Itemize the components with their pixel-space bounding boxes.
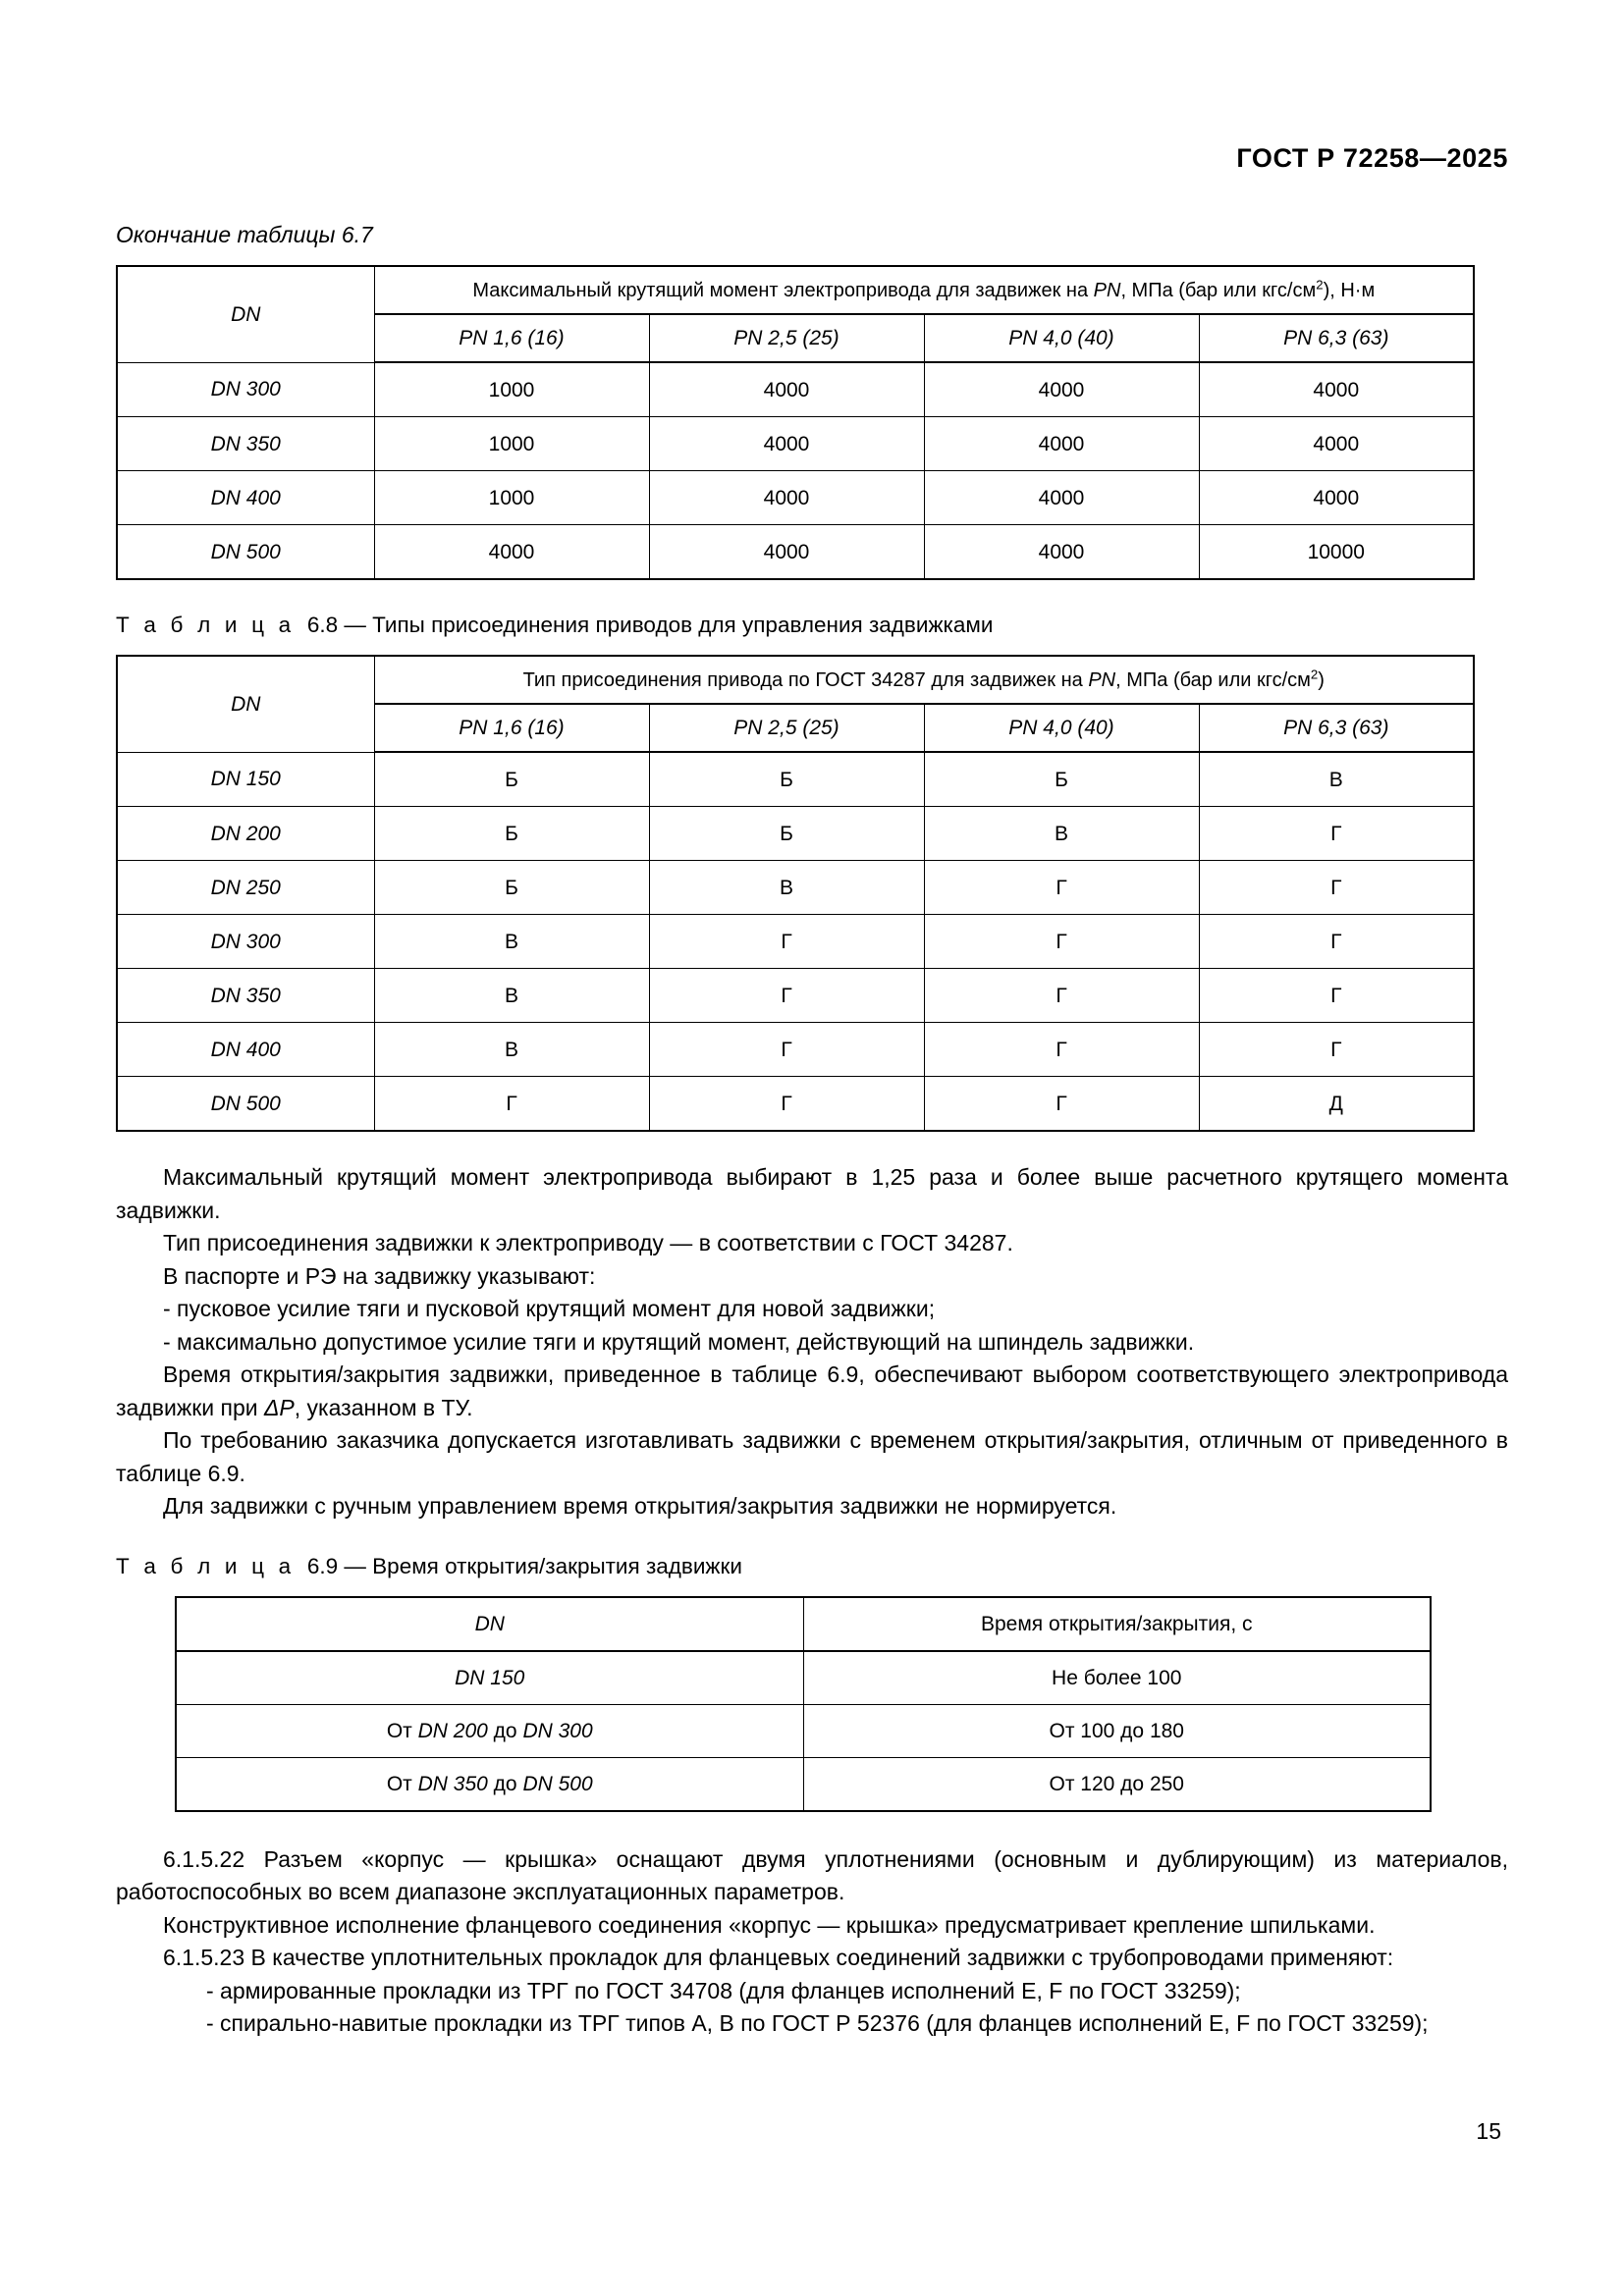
table-6-8	[116, 655, 1475, 1132]
table-6-8-row-3-v1: Г	[649, 915, 924, 969]
table-row	[117, 807, 1474, 861]
table-6-7-row-2-dn: DN 400	[117, 471, 374, 525]
table-6-8-row-2-v2: Г	[924, 861, 1199, 915]
table-6-8-row-4-dn: DN 350	[117, 969, 374, 1023]
table-6-9-row-1-dn: От DN 200 до DN 300	[176, 1704, 803, 1757]
table-6-7-row-2-v0: 1000	[374, 471, 649, 525]
table-6-8-row-3-dn: DN 300	[117, 915, 374, 969]
table-6-8-row-4-v1: Г	[649, 969, 924, 1023]
table-row	[117, 656, 1474, 704]
delta-p-symbol: ΔP	[264, 1394, 295, 1420]
table-6-7-row-3-v0: 4000	[374, 525, 649, 580]
body-block-2	[116, 1843, 1508, 2041]
table-6-9-row-0-time: Не более 100	[803, 1651, 1431, 1705]
table-6-8-row-4-v0: В	[374, 969, 649, 1023]
table-6-8-row-2-v0: Б	[374, 861, 649, 915]
table-6-8-row-0-dn: DN 150	[117, 752, 374, 807]
table-6-8-row-0-v0: Б	[374, 752, 649, 807]
table-6-8-row-1-v3: Г	[1199, 807, 1474, 861]
table-row	[117, 969, 1474, 1023]
table-6-7-row-1-dn: DN 350	[117, 417, 374, 471]
table-6-9-row-2-time: От 120 до 250	[803, 1757, 1431, 1811]
paragraph-manual-control: Для задвижки с ручным управлением время открытия/закрытия задвижки не нормируется.	[163, 1493, 1117, 1520]
table-6-8-caption-number: 6.8	[306, 613, 339, 638]
list-item-starting-force: - пусковое усилие тяги и пусковой крутящий момент для новой задвижки;	[163, 1296, 936, 1322]
table-6-8-row-4-v2: Г	[924, 969, 1199, 1023]
paragraph-6-1-5-23: 6.1.5.23 В качестве уплотнительных прокладок для фланцевых соединений задвижки с трубопроводами применяют:	[163, 1945, 1394, 1971]
table-6-7-row-1-v0: 1000	[374, 417, 649, 471]
table-6-8-pn-col-0: PN 1,6 (16)	[374, 704, 649, 752]
paragraph-flange-design: Конструктивное исполнение фланцевого соединения «корпус — крышка» предусматривает крепление шпильками.	[163, 1911, 1376, 1938]
table-6-8-caption	[116, 612, 1508, 639]
table-6-7-caption	[116, 221, 1508, 249]
table-6-7-row-3-dn: DN 500	[117, 525, 374, 580]
table-6-7-pn-col-1: PN 2,5 (25)	[649, 314, 924, 362]
table-6-8-caption-word: Т а б л и ц а	[116, 613, 296, 638]
standard-header: ГОСТ Р 72258—2025	[1236, 143, 1508, 173]
table-row	[117, 362, 1474, 417]
table-6-8-row-6-v1: Г	[649, 1077, 924, 1132]
table-6-8-row-6-dn: DN 500	[117, 1077, 374, 1132]
table-6-8-row-1-v0: Б	[374, 807, 649, 861]
table-row	[117, 417, 1474, 471]
table-6-8-row-6-v2: Г	[924, 1077, 1199, 1132]
table-6-7-row-2-v1: 4000	[649, 471, 924, 525]
table-6-8-row-2-v3: Г	[1199, 861, 1474, 915]
table-6-9-caption-number: 6.9	[306, 1553, 339, 1578]
table-6-9	[175, 1596, 1432, 1812]
table-6-8-pn-col-1: PN 2,5 (25)	[649, 704, 924, 752]
table-row	[117, 1023, 1474, 1077]
table-row	[117, 752, 1474, 807]
table-6-8-span-header: Тип присоединения привода по ГОСТ 34287 для задвижек на PN, МПа (бар или кгс/$см^2$)	[374, 656, 1474, 704]
paragraph-passport: В паспорте и РЭ на задвижку указывают:	[163, 1262, 596, 1289]
table-row	[117, 861, 1474, 915]
paragraph-connection-type: Тип присоединения задвижки к электроприводу — в соответствии с ГОСТ 34287.	[163, 1230, 1013, 1256]
table-row	[117, 1077, 1474, 1132]
paragraph-opening-time: Время открытия/закрытия задвижки, приведенное в таблице 6.9, обеспечивают выбором соответствующего электропривода задвижки при ΔP, указанном в ТУ.	[116, 1362, 1508, 1420]
table-row	[117, 915, 1474, 969]
table-row	[117, 471, 1474, 525]
table-6-8-row-1-v2: В	[924, 807, 1199, 861]
table-6-8-row-5-v3: Г	[1199, 1023, 1474, 1077]
paragraph-6-1-5-22: 6.1.5.22 Разъем «корпус — крышка» оснащают двумя уплотнениями (основным и дублирующим) из материалов, работоспособных во всем диапазоне эксплуатационных параметров.	[116, 1845, 1508, 1905]
table-6-7-row-0-v2: 4000	[924, 362, 1199, 417]
table-row	[176, 1651, 1431, 1705]
table-6-7-row-2-v2: 4000	[924, 471, 1199, 525]
table-6-7-row-0-dn: DN 300	[117, 362, 374, 417]
body-block-1	[116, 1161, 1508, 1523]
table-6-8-caption-text: — Типы присоединения приводов для управления задвижками	[344, 613, 994, 638]
table-6-7-row-1-v3: 4000	[1199, 417, 1474, 471]
table-6-8-row-5-dn: DN 400	[117, 1023, 374, 1077]
list-item-max-force: - максимально допустимое усилие тяги и крутящий момент, действующий на шпиндель задвижки.	[163, 1328, 1195, 1355]
table-6-9-row-1-time: От 100 до 180	[803, 1704, 1431, 1757]
table-6-8-row-3-v2: Г	[924, 915, 1199, 969]
table-6-8-row-1-v1: Б	[649, 807, 924, 861]
table-6-9-row-0-dn: DN 150	[176, 1651, 803, 1705]
table-6-7-row-3-v1: 4000	[649, 525, 924, 580]
table-6-9-header-time: Время открытия/закрытия, с	[803, 1597, 1431, 1651]
table-row	[176, 1597, 1431, 1651]
table-6-7-row-3-v2: 4000	[924, 525, 1199, 580]
table-6-7-row-0-v3: 4000	[1199, 362, 1474, 417]
table-6-9-caption-word: Т а б л и ц а	[116, 1553, 296, 1578]
table-6-8-pn-col-2: PN 4,0 (40)	[924, 704, 1199, 752]
page-number: 15	[1476, 2118, 1501, 2144]
paragraph-max-torque: Максимальный крутящий момент электропривода выбирают в 1,25 раза и более выше расчетного крутящего момента задвижки.	[116, 1164, 1508, 1223]
table-6-7-row-1-v1: 4000	[649, 417, 924, 471]
table-6-8-pn-col-3: PN 6,3 (63)	[1199, 704, 1474, 752]
table-6-7-caption-text: Окончание таблицы 6.7	[116, 222, 373, 247]
table-6-8-row-0-v1: Б	[649, 752, 924, 807]
table-6-9-row-2-dn: От DN 350 до DN 500	[176, 1757, 803, 1811]
table-6-9-header-dn: DN	[176, 1597, 803, 1651]
table-6-8-row-3-v0: В	[374, 915, 649, 969]
table-row	[176, 1757, 1431, 1811]
table-6-7-dn-header: DN	[117, 266, 374, 362]
table-6-7-pn-col-3: PN 6,3 (63)	[1199, 314, 1474, 362]
table-6-8-row-4-v3: Г	[1199, 969, 1474, 1023]
table-row	[117, 266, 1474, 314]
table-6-7-pn-col-2: PN 4,0 (40)	[924, 314, 1199, 362]
table-6-7-row-0-v0: 1000	[374, 362, 649, 417]
table-6-7-row-2-v3: 4000	[1199, 471, 1474, 525]
table-6-8-row-1-dn: DN 200	[117, 807, 374, 861]
table-6-8-row-0-v3: В	[1199, 752, 1474, 807]
paragraph-customer-request: По требованию заказчика допускается изготавливать задвижки с временем открытия/закрытия, отличным от приведенного в таблице 6.9.	[116, 1427, 1508, 1486]
table-6-7	[116, 265, 1475, 580]
table-6-9-caption	[116, 1553, 1508, 1580]
table-6-8-row-5-v2: Г	[924, 1023, 1199, 1077]
table-6-7-row-3-v3: 10000	[1199, 525, 1474, 580]
table-6-8-row-3-v3: Г	[1199, 915, 1474, 969]
table-6-8-row-2-v1: В	[649, 861, 924, 915]
table-6-8-row-6-v3: Д	[1199, 1077, 1474, 1132]
list-item-spiral-gaskets: - спирально-навитые прокладки из ТРГ типов A, B по ГОСТ Р 52376 (для фланцев исполнений E, F по ГОСТ 33259);	[206, 2010, 1429, 2037]
table-6-7-pn-col-0: PN 1,6 (16)	[374, 314, 649, 362]
table-6-8-row-2-dn: DN 250	[117, 861, 374, 915]
table-row	[176, 1704, 1431, 1757]
table-6-8-row-5-v0: В	[374, 1023, 649, 1077]
table-6-7-row-1-v2: 4000	[924, 417, 1199, 471]
table-6-8-dn-header: DN	[117, 656, 374, 752]
table-row	[117, 525, 1474, 580]
table-6-8-row-6-v0: Г	[374, 1077, 649, 1132]
table-6-9-caption-text: — Время открытия/закрытия задвижки	[344, 1553, 742, 1578]
page-content	[116, 221, 1508, 2041]
table-6-7-row-0-v1: 4000	[649, 362, 924, 417]
table-6-8-row-0-v2: Б	[924, 752, 1199, 807]
table-6-7-span-header: Максимальный крутящий момент электропривода для задвижек на PN, МПа (бар или кгс/$см^2$), Н·м	[374, 266, 1474, 314]
list-item-reinforced-gaskets: - армированные прокладки из ТРГ по ГОСТ 34708 (для фланцев исполнений E, F по ГОСТ 33259);	[206, 1977, 1241, 2003]
table-6-8-row-5-v1: Г	[649, 1023, 924, 1077]
